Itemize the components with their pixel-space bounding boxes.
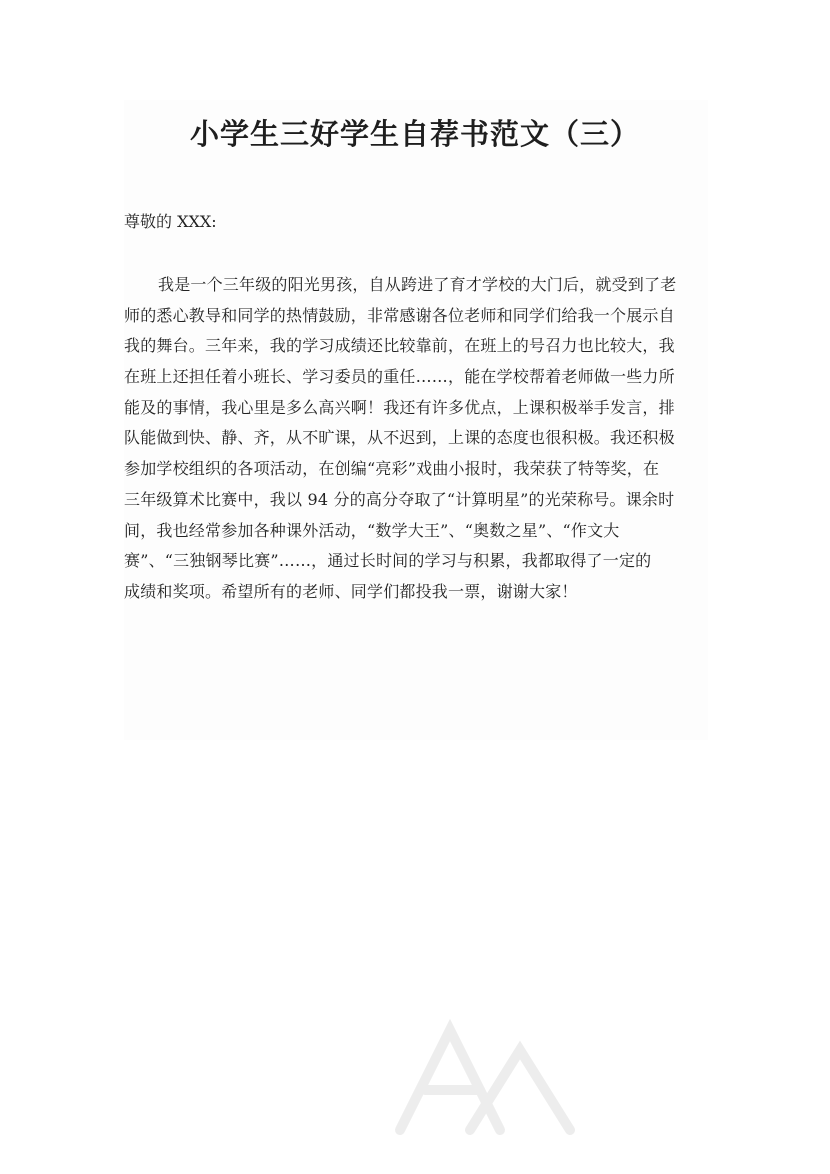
body-line: 成绩和奖项。希望所有的老师、同学们都投我一票，谢谢大家！ (124, 581, 578, 601)
body-line: 师的悉心教导和同学的热情鼓励，非常感谢各位老师和同学们给我一个展示自 (124, 305, 675, 325)
watermark-icon (380, 990, 580, 1140)
page-title: 小学生三好学生自荐书范文（三） (189, 117, 640, 151)
body-line: 我是一个三年级的阳光男孩，自从跨进了育才学校的大门后，就受到了老 (158, 275, 677, 294)
salutation: 尊敬的 XXX: (124, 212, 217, 231)
body-line: 队能做到快、静、齐，从不旷课，从不迟到，上课的态度也很积极。我还积极 (124, 428, 675, 448)
body-line: 能及的事情，我心里是多么高兴啊！我还有许多优点，上课积极举手发言，排 (124, 397, 675, 417)
body-line: 参加学校组织的各项活动，在创编“亮彩”戏曲小报时，我荣获了特等奖，在 (124, 459, 660, 479)
body-paragraph (124, 270, 724, 608)
body-line: 我的舞台。三年来，我的学习成绩还比较靠前，在班上的号召力也比较大，我 (124, 336, 675, 356)
body-line: 在班上还担任着小班长、学习委员的重任……，能在学校帮着老师做一些力所 (124, 367, 675, 387)
body-line: 三年级算术比赛中，我以 94 分的高分夺取了“计算明星”的光荣称号。课余时 (124, 489, 675, 509)
body-line: 间，我也经常参加各种课外活动，“数学大王”、“奥数之星”、“作文大 (124, 520, 620, 540)
body-line: 赛”、“三独钢琴比赛”……，通过长时间的学习与积累，我都取得了一定的 (124, 551, 652, 571)
